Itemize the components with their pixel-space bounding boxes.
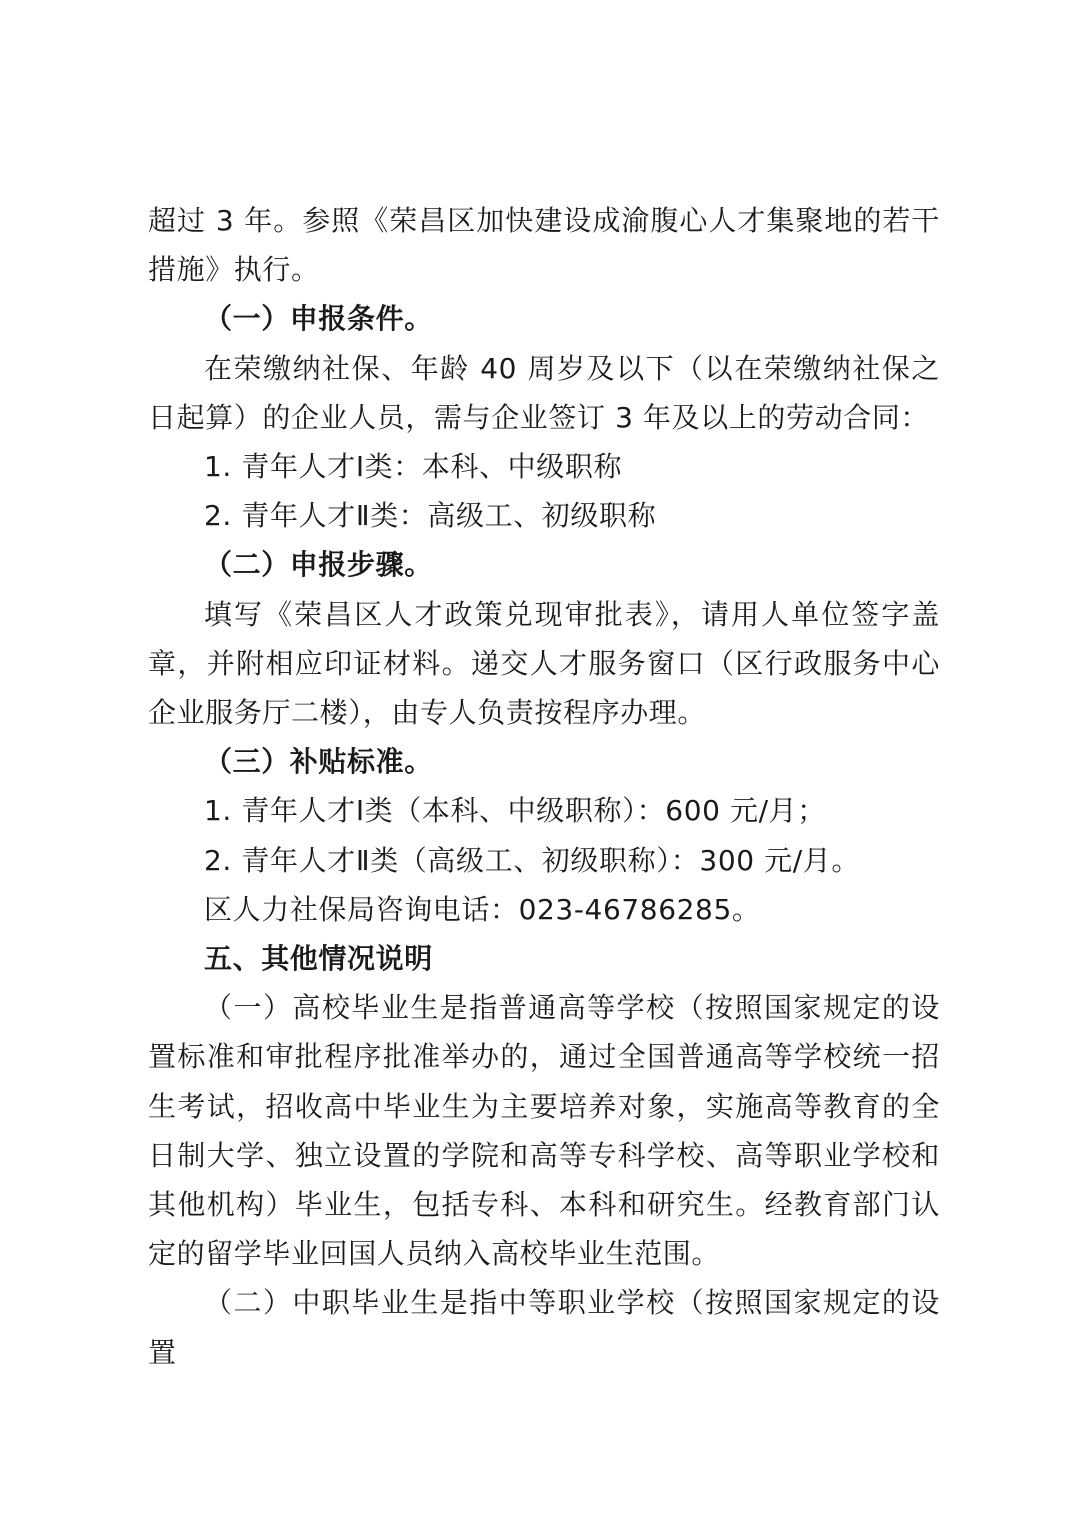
list-item-category-2: 2. 青年人才Ⅱ类：高级工、初级职称 <box>204 499 657 533</box>
paragraph-vocational-graduates: （二）中职毕业生是指中等职业学校（按照国家规定的设置 <box>148 1286 940 1369</box>
list-item-subsidy-2: 2. 青年人才Ⅱ类（高级工、初级职称）：300 元/月。 <box>204 843 860 877</box>
section-heading-application-steps: （二）申报步骤。 <box>204 548 433 582</box>
paragraph-eligibility: 在荣缴纳社保、年龄 40 周岁及以下（以在荣缴纳社保之日起算）的企业人员，需与企业签订 3 年及以上的劳动合同： <box>148 351 940 434</box>
contact-phone: 区人力社保局咨询电话：023-46786285。 <box>204 892 761 926</box>
paragraph-college-graduates: （一）高校毕业生是指普通高等学校（按照国家规定的设置标准和审批程序批准举办的，通过全国普通高等学校统一招生考试，招收高中毕业生为主要培养对象，实施高等教育的全日制大学、独立设置的学院和高等专科学校、高等职业学校和其他机构）毕业生，包括专科、本科和研究生。经教育部门认定的留学毕业回国人员纳入高校毕业生范围。 <box>148 991 940 1271</box>
list-item-subsidy-1: 1. 青年人才Ⅰ类（本科、中级职称）：600 元/月； <box>204 794 826 828</box>
document-body <box>148 196 940 1377</box>
section-heading-other-notes: 五、其他情况说明 <box>204 942 433 976</box>
paragraph-steps: 填写《荣昌区人才政策兑现审批表》，请用人单位签字盖章，并附相应印证材料。递交人才服务窗口（区行政服务中心企业服务厅二楼），由专人负责按程序办理。 <box>148 597 940 730</box>
paragraph-continuation: 超过 3 年。参照《荣昌区加快建设成渝腹心人才集聚地的若干措施》执行。 <box>148 204 940 287</box>
section-heading-application-conditions: （一）申报条件。 <box>204 302 433 336</box>
list-item-category-1: 1. 青年人才Ⅰ类：本科、中级职称 <box>204 450 623 484</box>
section-heading-subsidy-standard: （三）补贴标准。 <box>204 745 433 779</box>
